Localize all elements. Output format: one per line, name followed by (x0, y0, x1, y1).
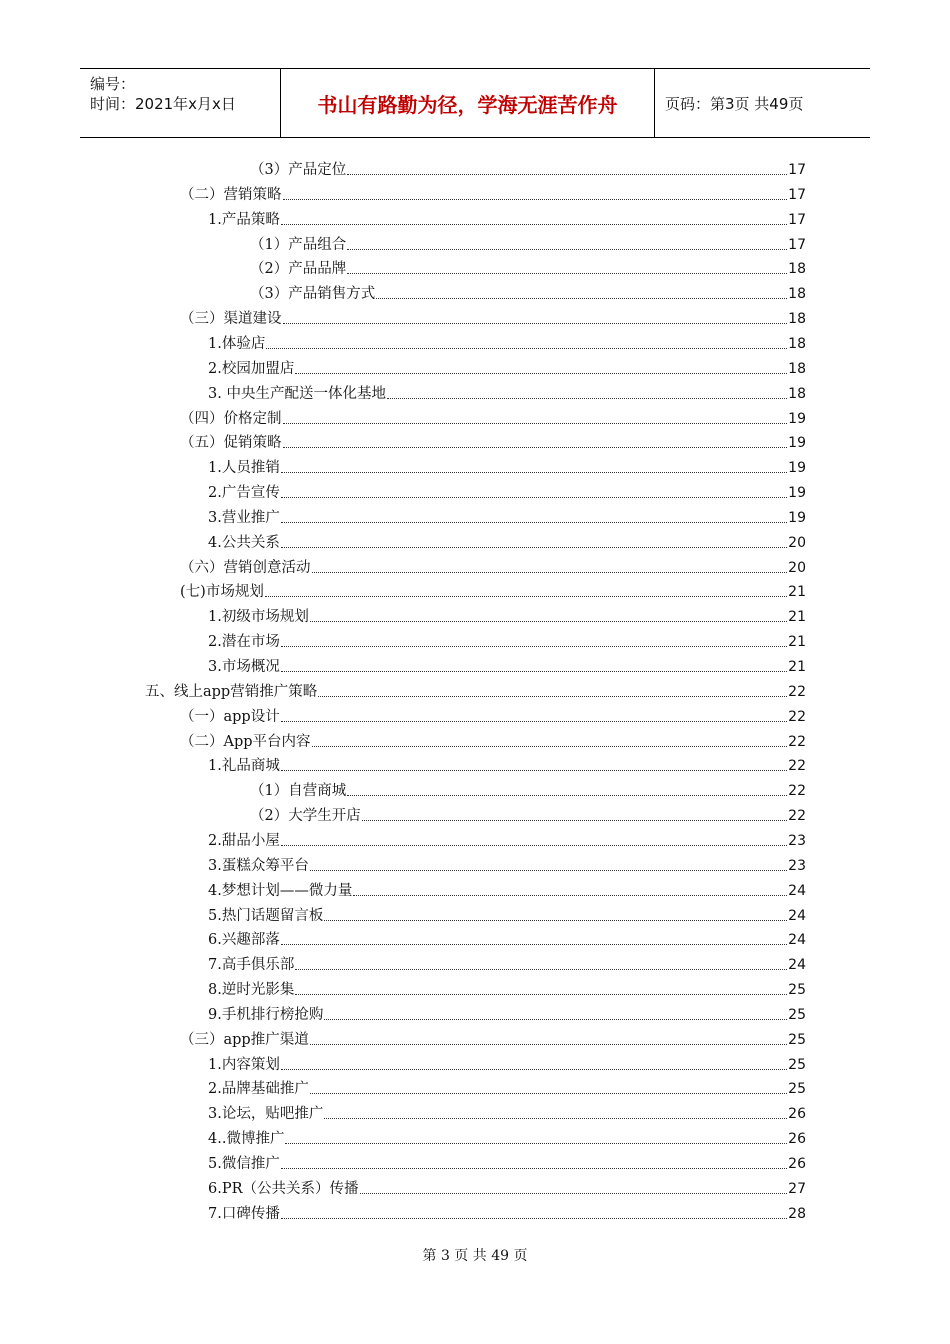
toc-entry-page: 22 (788, 808, 806, 825)
toc-entry[interactable] (208, 508, 806, 528)
page-header (80, 68, 870, 138)
toc-entry-title: 2.潜在市场 (208, 634, 280, 651)
toc-dot-leader (347, 794, 787, 796)
toc-dot-leader (266, 347, 787, 349)
serial-label: 编号： (90, 75, 136, 93)
toc-entry-title: 1.内容策划 (208, 1056, 280, 1073)
toc-entry[interactable] (208, 533, 806, 553)
toc-dot-leader (312, 745, 787, 747)
toc-entry-title: 1.产品策略 (208, 211, 280, 228)
toc-entry-page: 21 (788, 659, 806, 675)
toc-entry[interactable] (208, 1204, 806, 1224)
toc-entry-page: 25 (788, 1031, 806, 1048)
toc-entry-page: 27 (788, 1180, 806, 1197)
toc-entry-page: 22 (788, 683, 806, 700)
toc-dot-leader (281, 1167, 787, 1169)
toc-entry-title: （2）大学生开店 (250, 808, 361, 825)
toc-entry-title: 4.梦想计划——微力量 (208, 882, 353, 899)
toc-entry[interactable] (250, 781, 806, 801)
toc-entry-page: 22 (788, 783, 806, 800)
toc-entry-title: 3.市场概况 (208, 659, 280, 675)
toc-entry-page: 25 (788, 1081, 806, 1098)
toc-entry-page: 20 (788, 559, 806, 576)
toc-dot-leader (281, 645, 787, 647)
toc-entry[interactable] (208, 980, 806, 1000)
toc-entry-title: 3. 中央生产配送一体化基地 (208, 385, 386, 402)
toc-entry[interactable] (208, 632, 806, 652)
toc-entry-page: 18 (788, 335, 806, 352)
toc-entry-title: 2.广告宣传 (208, 485, 280, 502)
toc-entry[interactable] (208, 384, 806, 404)
toc-entry-page: 17 (788, 236, 806, 253)
toc-entry[interactable] (180, 185, 806, 205)
toc-entry-title: 2.品牌基础推广 (208, 1081, 309, 1098)
toc-entry-title: （2）产品品牌 (250, 261, 347, 278)
toc-entry-page: 24 (788, 932, 806, 949)
toc-entry[interactable] (180, 558, 806, 578)
header-meta (80, 69, 281, 137)
toc-entry-title: 6.兴趣部落 (208, 932, 280, 949)
toc-dot-leader (281, 521, 787, 523)
toc-entry-page: 23 (788, 857, 806, 874)
toc-entry-page: 28 (788, 1205, 806, 1222)
toc-dot-leader (347, 173, 787, 175)
toc-entry[interactable] (250, 806, 806, 826)
header-page-info (655, 69, 870, 137)
toc-entry[interactable] (208, 1179, 806, 1199)
header-motto: 书山有路勤为径，学海无涯苦作舟 (281, 69, 655, 137)
toc-dot-leader (310, 1092, 787, 1094)
toc-dot-leader (281, 1068, 787, 1070)
toc-entry-title: 2.校园加盟店 (208, 360, 295, 377)
toc-entry[interactable] (208, 906, 806, 926)
toc-entry-page: 22 (788, 758, 806, 775)
toc-entry-title: （二）App平台内容 (180, 733, 311, 750)
toc-entry-page: 25 (788, 1006, 806, 1023)
toc-dot-leader (318, 695, 787, 697)
toc-entry[interactable] (180, 309, 806, 329)
toc-entry-title: 3.论坛，贴吧推广 (208, 1106, 324, 1123)
toc-entry-title: 8.逆时光影集 (208, 982, 295, 999)
toc-entry-page: 26 (788, 1156, 806, 1172)
toc-entry-page: 21 (788, 584, 806, 601)
toc-entry[interactable] (208, 607, 806, 627)
toc-dot-leader (310, 1043, 787, 1045)
toc-entry-page: 17 (788, 162, 806, 178)
toc-entry-title: 1.体验店 (208, 335, 266, 352)
toc-dot-leader (362, 819, 787, 821)
toc-entry[interactable] (208, 1055, 806, 1075)
toc-entry[interactable] (208, 1104, 806, 1124)
toc-dot-leader (281, 1217, 787, 1219)
toc-dot-leader (283, 422, 788, 424)
toc-entry-title: 4.公共关系 (208, 534, 280, 551)
toc-dot-leader (283, 198, 788, 200)
time-label: 时间：2021年x月x日 (90, 95, 236, 113)
toc-entry-page: 19 (788, 435, 806, 452)
toc-entry-title: 5.微信推广 (208, 1156, 280, 1172)
toc-entry[interactable] (250, 235, 806, 255)
toc-entry-title: 1.初级市场规划 (208, 609, 309, 626)
toc-dot-leader (281, 546, 787, 548)
toc-dot-leader (310, 620, 787, 622)
toc-entry-page: 25 (788, 1056, 806, 1073)
toc-entry-page: 19 (788, 509, 806, 526)
toc-entry-page: 22 (788, 733, 806, 750)
toc-dot-leader (295, 968, 787, 970)
toc-entry-title: 1.礼品商城 (208, 758, 280, 775)
toc-dot-leader (281, 769, 787, 771)
toc-dot-leader (295, 372, 787, 374)
toc-entry[interactable] (208, 930, 806, 950)
toc-dot-leader (376, 297, 787, 299)
toc-entry-title: 4..微博推广 (208, 1131, 285, 1148)
toc-entry-title: 7.口碑传播 (208, 1205, 280, 1222)
toc-entry[interactable] (208, 334, 806, 354)
toc-entry[interactable] (208, 1129, 806, 1149)
toc-entry-title: (七)市场规划 (180, 584, 264, 601)
toc-dot-leader (281, 943, 787, 945)
toc-entry[interactable] (208, 210, 806, 230)
toc-entry-title: （二）营销策略 (180, 186, 282, 203)
toc-entry[interactable] (208, 359, 806, 379)
toc-dot-leader (353, 894, 787, 896)
toc-entry-title: 3.营业推广 (208, 509, 280, 526)
page-footer: 第 3 页 共 49 页 (422, 1248, 528, 1264)
toc-entry[interactable] (208, 1079, 806, 1099)
toc-entry-title: （1）自营商城 (250, 783, 347, 800)
toc-entry[interactable] (208, 955, 806, 975)
toc-entry-page: 24 (788, 907, 806, 924)
toc-dot-leader (265, 595, 787, 597)
toc-entry-page: 24 (788, 882, 806, 899)
toc-entry-title: （一）app设计 (180, 708, 280, 725)
toc-dot-leader (324, 919, 787, 921)
toc-entry-title: （三）渠道建设 (180, 311, 282, 328)
header-page-label: 页码：第3页 共49页 (665, 94, 804, 113)
toc-dot-leader (285, 1142, 787, 1144)
toc-entry[interactable] (180, 732, 806, 752)
toc-entry-page: 19 (788, 485, 806, 502)
toc-entry-page: 18 (788, 360, 806, 377)
toc-entry[interactable] (250, 160, 806, 180)
toc-entry-title: 五、线上app营销推广策略 (145, 683, 318, 700)
toc-entry[interactable] (208, 756, 806, 776)
toc-entry-page: 26 (788, 1106, 806, 1123)
toc-entry-page: 20 (788, 534, 806, 551)
toc-dot-leader (295, 993, 787, 995)
toc-dot-leader (281, 471, 787, 473)
toc-entry-page: 21 (788, 609, 806, 626)
toc-entry[interactable] (208, 483, 806, 503)
toc-dot-leader (281, 670, 787, 672)
toc-entry-title: 1.人员推销 (208, 460, 280, 477)
toc-entry-page: 17 (788, 186, 806, 203)
toc-dot-leader (281, 720, 787, 722)
toc-entry-page: 17 (788, 211, 806, 228)
toc-dot-leader (347, 272, 787, 274)
toc-entry[interactable] (180, 1030, 806, 1050)
toc-entry-page: 18 (788, 311, 806, 328)
toc-entry-title: 7.高手俱乐部 (208, 957, 295, 974)
toc-entry-page: 22 (788, 708, 806, 725)
toc-dot-leader (283, 322, 788, 324)
toc-entry-page: 26 (788, 1131, 806, 1148)
toc-entry-title: （四）价格定制 (180, 410, 282, 427)
toc-entry-page: 19 (788, 460, 806, 477)
toc-dot-leader (281, 844, 787, 846)
toc-entry[interactable] (250, 284, 806, 304)
toc-entry-title: （三）app推广渠道 (180, 1031, 309, 1048)
toc-entry-title: （3）产品销售方式 (250, 286, 376, 303)
toc-dot-leader (324, 1117, 787, 1119)
toc-entry-page: 18 (788, 286, 806, 303)
toc-entry-title: 2.甜品小屋 (208, 832, 280, 849)
toc-entry[interactable] (208, 1005, 806, 1025)
toc-dot-leader (387, 397, 787, 399)
toc-entry[interactable] (180, 707, 806, 727)
toc-entry-page: 24 (788, 957, 806, 974)
toc-dot-leader (310, 869, 787, 871)
toc-entry[interactable] (180, 582, 806, 602)
toc-dot-leader (312, 571, 788, 573)
toc-entry-title: 9.手机排行榜抢购 (208, 1006, 324, 1023)
toc-dot-leader (283, 446, 788, 448)
toc-entry[interactable] (208, 856, 806, 876)
toc-entry-title: （五）促销策略 (180, 435, 282, 452)
toc-entry-title: 3.蛋糕众筹平台 (208, 857, 309, 874)
toc-dot-leader (360, 1192, 787, 1194)
toc-entry-page: 25 (788, 982, 806, 999)
toc-entry-page: 21 (788, 634, 806, 651)
toc-dot-leader (347, 248, 787, 250)
toc-entry-page: 19 (788, 410, 806, 427)
toc-dot-leader (281, 496, 787, 498)
toc-entry[interactable] (145, 682, 806, 702)
toc-entry[interactable] (250, 259, 806, 279)
toc-entry-title: （1）产品组合 (250, 236, 347, 253)
toc-entry-page: 23 (788, 832, 806, 849)
toc-entry[interactable] (208, 831, 806, 851)
toc-dot-leader (324, 1018, 787, 1020)
toc-entry[interactable] (208, 881, 806, 901)
toc-entry[interactable] (208, 1154, 806, 1174)
toc-entry-title: （六）营销创意活动 (180, 559, 311, 576)
toc-entry[interactable] (208, 458, 806, 478)
toc-entry-title: （3）产品定位 (250, 162, 347, 178)
toc-entry[interactable] (180, 409, 806, 429)
toc-entry[interactable] (180, 433, 806, 453)
toc-entry[interactable] (208, 657, 806, 677)
toc-entry-page: 18 (788, 385, 806, 402)
toc-entry-page: 18 (788, 261, 806, 278)
toc-entry-title: 6.PR（公共关系）传播 (208, 1180, 359, 1197)
toc-dot-leader (281, 223, 787, 225)
toc-entry-title: 5.热门话题留言板 (208, 907, 324, 924)
